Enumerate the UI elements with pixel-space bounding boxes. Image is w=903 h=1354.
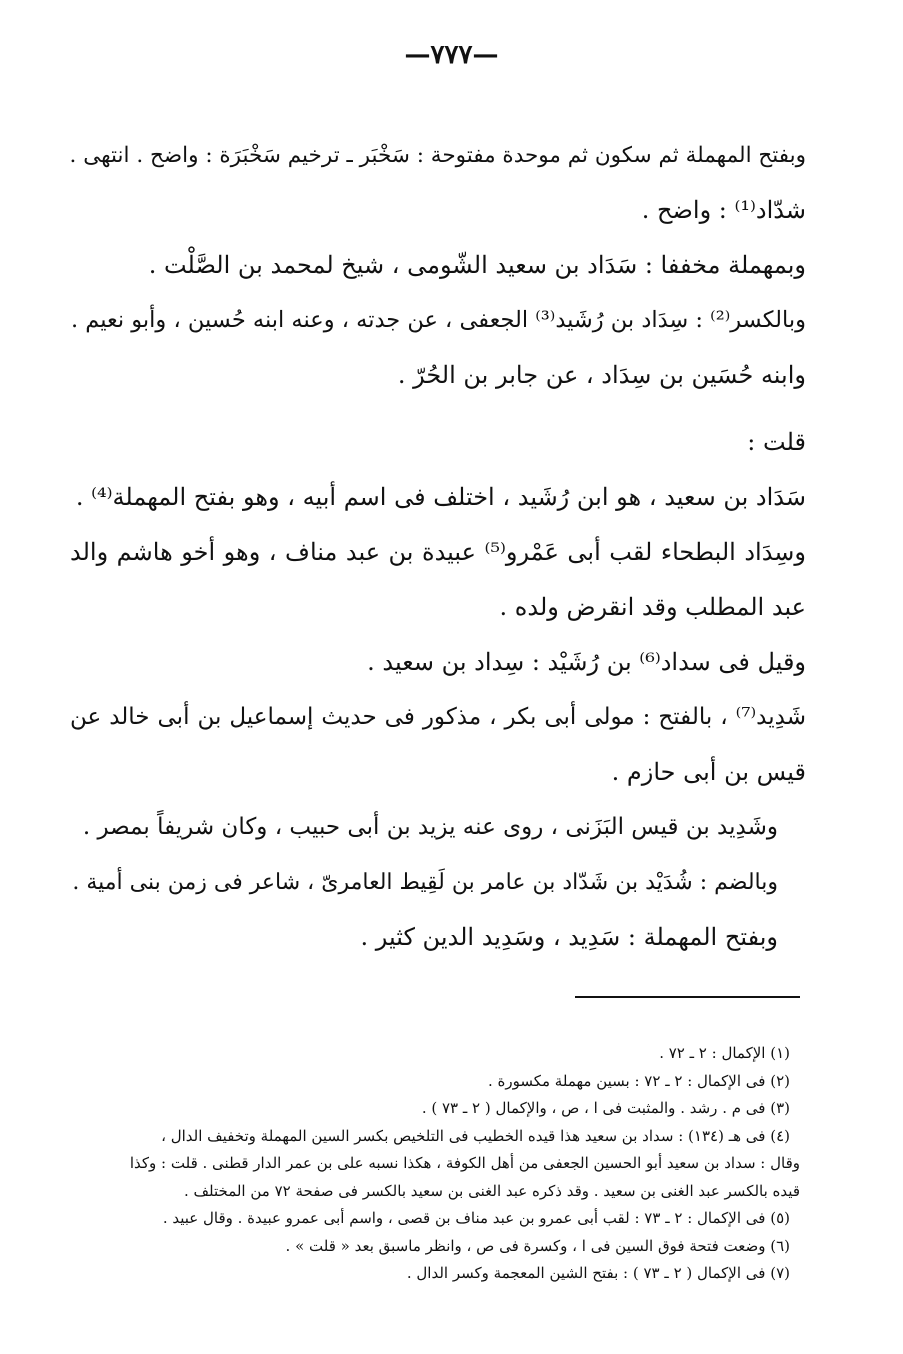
text-line: قيس بن أبى حازم . (611, 758, 806, 786)
footnotes (70, 1040, 800, 1288)
text-line: وبفتح المهملة : سَدِيد ، وسَدِيد الدين كثير . (360, 923, 778, 951)
main-text (70, 128, 806, 965)
text-line: وبالكسر⁽²⁾ : سِدَاد بن رُشَيد⁽³⁾ الجعفى ، عن جدته ، وعنه ابنه حُسين ، وأبو نعيم . (70, 307, 806, 333)
text-line: وقيل فى سداد⁽⁶⁾ بن رُشَيْد : سِداد بن سعيد . (367, 648, 806, 676)
text-line: شدّاد⁽¹⁾ : واضح . (641, 196, 806, 224)
footnote-continuation: وقال : سداد بن سعيد أبو الحسين الجعفى من أهل الكوفة ، هكذا نسبه على بن عمر الدار قطنى . قلت : وكذا (129, 1154, 800, 1172)
footnote: (٥) فى الإكمال : ٢ ـ ٧٣ : لقب أبى عمرو بن عبد مناف بن قصى ، واسم أبى عمرو عبيدة . وقال عبيد . (162, 1209, 790, 1227)
text-line: شَدِيد⁽⁷⁾ ، بالفتح : مولى أبى بكر ، مذكور فى حديث إسماعيل بن أبى خالد عن (70, 704, 806, 730)
paragraph-gap (70, 403, 806, 415)
text-line: وبفتح المهملة ثم سكون ثم موحدة مفتوحة : سَخْبَر ـ ترخيم سَخْبَرَة : واضح . انتهى . (70, 143, 806, 168)
page-number: —٧٧٧— (404, 40, 499, 70)
text-line: سَدَاد بن سعيد ، هو ابن رُشَيد ، اختلف فى اسم أبيه ، وهو بفتح المهملة⁽⁴⁾ . (75, 483, 806, 511)
footnote: (٤) فى هـ (١٣٤) : سداد بن سعيد هذا قيده الخطيب فى التلخيص بكسر السين المهملة وتخفيف الدال ، (161, 1126, 790, 1145)
footnote-continuation: قيده بالكسر عبد الغنى بن سعيد . وقد ذكره عبد الغنى بن سعيد بالكسر فى صفحة ٧٢ من المختلف . (183, 1181, 800, 1200)
text-line: وبمهملة مخففا : سَدَاد بن سعيد الشّومى ، شيخ لمحمد بن الصَّلْت . (148, 251, 806, 279)
text-line: وسِدَاد البطحاء لقب أبى عَمْرو⁽⁵⁾ عبيدة بن عبد مناف ، وهو أخو هاشم والد (70, 538, 806, 566)
text-line: وابنه حُسَين بن سِدَاد ، عن جابر بن الحُرّ . (397, 361, 806, 389)
footnote-divider (575, 996, 800, 998)
text-line: وشَدِيد بن قيس البَزَنى ، روى عنه يزيد بن أبى حبيب ، وكان شريفاً بمصر . (82, 814, 778, 840)
footnote: (٣) فى م . رشد . والمثبت فى ا ، ص ، والإكمال ( ٢ ـ ٧٣ ) . (421, 1099, 790, 1117)
footnote: (٢) فى الإكمال : ٢ ـ ٧٢ : بسين مهملة مكسورة . (487, 1071, 790, 1090)
text-line: وبالضم : شُدَيْد بن شَدّاد بن عامر بن لَقِيط العامرىّ ، شاعر فى زمن بنى أمية . (72, 870, 778, 895)
text-line: عبد المطلب وقد انقرض ولده . (499, 593, 806, 621)
footnote: (١) الإكمال : ٢ ـ ٧٢ . (659, 1044, 790, 1062)
text-line: قلت : (747, 428, 806, 456)
footnote: (٦) وضعت فتحة فوق السين فى ا ، وكسرة فى ص ، وانظر ماسبق بعد « قلت » . (285, 1236, 790, 1255)
footnote: (٧) فى الإكمال ( ٢ ـ ٧٣ ) : بفتح الشين المعجمة وكسر الدال . (406, 1264, 790, 1282)
